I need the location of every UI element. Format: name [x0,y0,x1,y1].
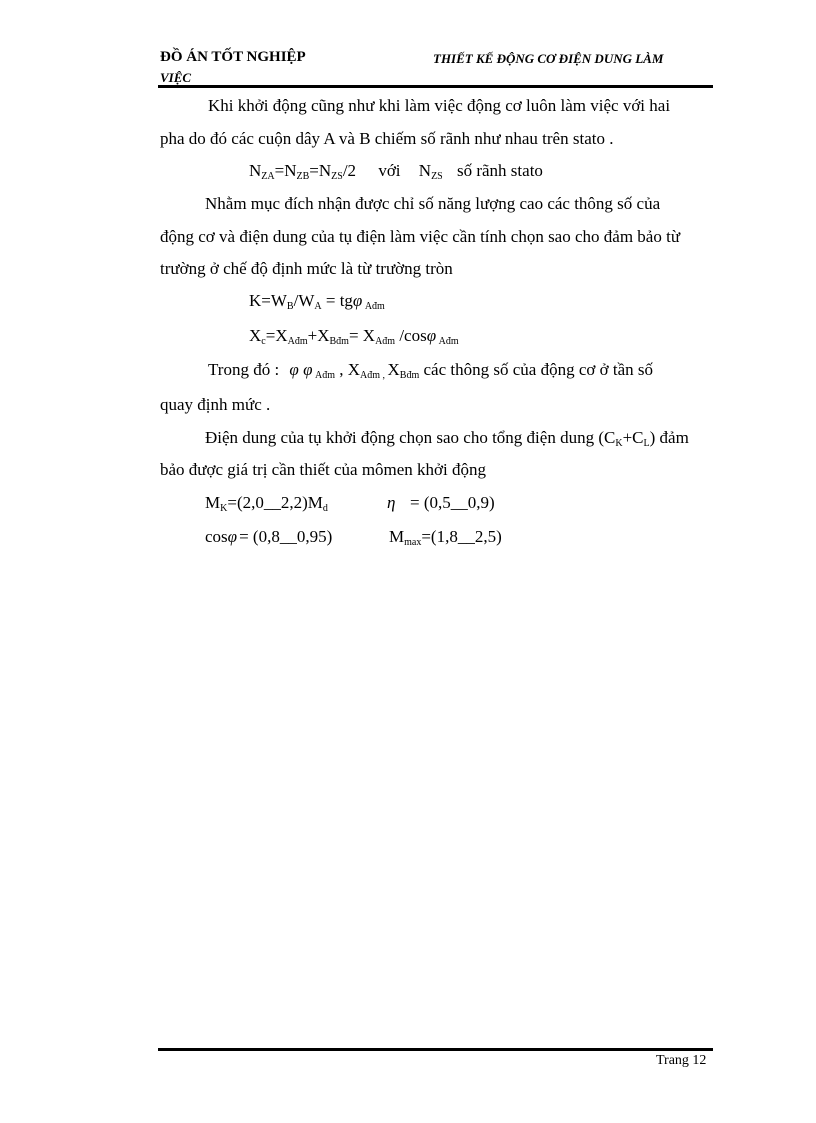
paragraph-2-line-1: Nhằm mục đích nhận được chỉ số năng lượng cao các thông số của [205,194,661,213]
page-number: Trang 12 [656,1053,707,1068]
header-title-cont: VIỆC [160,70,192,85]
paragraph-3-line-2: quay định mức . [160,395,271,414]
paragraph-1-line-2: pha do đó các cuộn dây A và B chiếm số rãnh như nhau trên stato . [160,129,614,148]
paragraph-2-line-2: động cơ và điện dung của tụ điện làm việc cần tính chọn sao cho đảm bảo từ [160,227,681,246]
paragraph-3-line-1: Trong đó : φ φ $_{Ađm}$ , $X_{Ađm ,}$ $X_{Bđm}$ các thông số của động cơ ở tần số [208,360,653,381]
paragraph-4-line-2: bảo được giá trị cần thiết của mômen khởi động [160,460,487,479]
equation-reactance: $X_c=X_{Ađm}+X_{Bđm}= X_{Ađm}$ /cosφ $_{Ađm}$ [249,326,459,347]
equation-k-ratio: $K=W_B/W_A = tg\varphi$ $_{Ađm}$ [249,291,385,312]
header-title: ĐỒ ÁN TỐT NGHIỆP [160,49,306,65]
footer-rule [158,1048,713,1051]
header-rule [158,85,713,88]
paragraph-4-line-1: Điện dung của tụ khởi động chọn sao cho tổng điện dung $(C_K+C_L)$ đảm [205,428,689,449]
header-subject: THIẾT KẾ ĐỘNG CƠ ĐIỆN DUNG LÀM [433,51,664,66]
paragraph-2-line-3: trường ở chế độ định mức là từ trường tròn [160,259,453,278]
paragraph-1-line-1: Khi khởi động cũng như khi làm việc động cơ luôn làm việc với hai [208,96,671,115]
equation-slot-count: $N_{ZA}=N_{ZB}=N_{ZS}/2$ với $N_{ZS}$ số rãnh stato [249,161,543,182]
equation-torque-efficiency: $M_K=(2,0\_\_2,2)M_d$ η = (0,5__0,9) [205,493,495,514]
equation-power-factor: cosφ = (0,8__0,95) $M_{max}=(1,8\_\_2,5)$ [205,527,502,548]
